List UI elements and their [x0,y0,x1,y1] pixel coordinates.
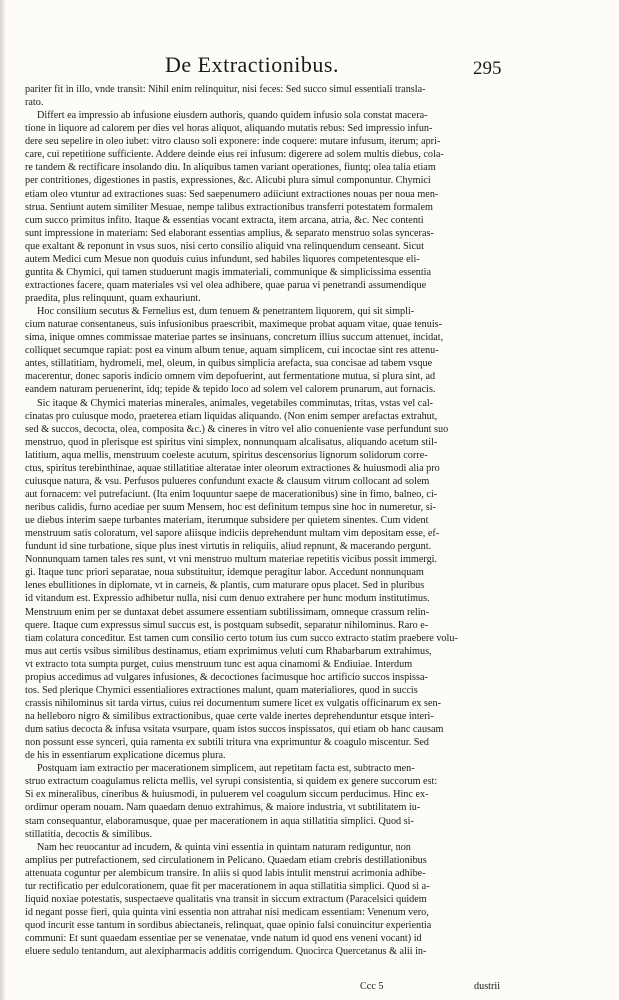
text-line: re tandem & rectificare insolando diu. In aliquibus tamen variant operationes, fiuntq; olea talia etiam [25,162,436,174]
text-line: communi: Et sunt quaedam essentiae per se venenatae, vnde natum id quod ens veneni vocant) id [25,933,422,945]
text-line: eandem naturam peruenerint, idq; tepide & tepido loco ad solem vel calorem prunarum, aut fornacis. [25,384,436,396]
text-line: stam consequantur, elaboramusque, quae per macerationem in aqua stillatitia simplici. Quod si- [25,815,414,827]
text-line: propius accedimus ad vulgares infusiones, & decoctiones facimusque hoc artificio succos inspissa- [25,671,428,683]
text-line: tos. Sed plerique Chymici essentialiores extractiones malunt, quam materialiores, quod in succis [25,684,418,696]
text-line: liquid noxiae potestatis, suspectaeve qualitatis vna transit in siccum extractum (Paracelsici quidem [25,893,427,905]
catchword: dustrii [474,981,501,992]
text-line: ordimur operam nouam. Nam quaedam denuo extrahimus, & maiore industria, vt subtilitatem iu- [25,802,421,814]
text-line: Nam hec reuocantur ad incudem, & quinta vini essentia in quintam naturam rediguntur, non [37,841,411,853]
text-line: Nonnunquam tamen tales res sunt, vt vni menstruo multum materiae repetitis vicibus possit immergi. [25,554,438,566]
text-line: Si ex mineralibus, cineribus & huiusmodi, in puluerem vel coagulum siccum perducimus. Hinc ex- [25,789,429,801]
text-line: que exaltant & reponunt in vsus suos, nisi certo consilio aliquid vna relinquendum censeant. Sicut [25,240,424,252]
text-line: neribus calidis, furno acediae per suum Mensem, hoc est definitum tempus sine hoc in numeretur, si- [25,502,436,513]
text-line: stillatitia, decoctis & similibus. [25,828,153,840]
text-line: dum satius decocta & infusa vsitata vsurpare, quam istos succos inspissatos, qui etiam ob hanc causam [25,724,444,736]
text-line: cinatas pro cuiusque modo, praeterea etiam liquidas aliquando. (Non enim semper arefactas extrahut, [25,410,438,422]
text-line: colliquet secumque rapiat: post ea vinum album tenue, aquam simplicem, cui incoctae sint res attenu- [25,345,439,357]
text-line: id vitandum est. Expressio adhibetur nulla, nisi cum denuo extrahere per hunc modum institutimus. [25,593,430,605]
text-line: mus aut certis vsibus similibus destinamus, etiam exprimimus veluti cum Rhabarbarum extrahimus, [25,645,432,657]
page-header [0,52,619,82]
text-line: tur rectificatio per edulcorationem, quae fit per macerationem in aqua stillatitia simplici. Quod si a- [25,880,430,892]
gutter-shadow [0,0,6,1000]
text-line: tione in liquore ad calorem per dies vel horas aliquot, aliquando mutatis rebus: Sed impressio infun- [25,123,433,135]
text-line: fundunt id sine turbatione, sique plus inest virtutis in reliquiis, aliud repnunt, & macerando pergunt. [25,541,432,553]
text-line: macerentur, donec saporis indicio omnem vim depofuerint, aut fermentatione mutua, si plura sint, ad [25,371,436,383]
text-line: ue diebus interim saepe turbantes materiam, iterumque subsidere per quietem sinentes. Cum vident [25,515,429,527]
text-line: na helleboro nigro & similibus extractionibus, quae certe valde inertes deprehenduntur etsque interi- [25,711,434,722]
running-title: De Extractionibus. [165,52,339,77]
text-line: non possunt esse synceri, quia ramenta ex subtili tritura vna exprimuntur & coagulo miscentur. Sed [25,737,430,749]
text-line: attenuata coguntur per alembicum transire. In aliis si quod labis intulit menstrui acrimonia adhibe- [25,867,426,879]
signature-mark: Ccc 5 [360,981,384,992]
text-line: crassis nihilominus sit tarda virtus, cuius rei documentum sumere licet ex vulgatis officinarum ex sen- [25,697,441,709]
body-text [25,83,525,958]
text-line: guntita & Chymici, qui tamen studuerunt magis immateriali, communique & simplicissima essentia [25,266,432,278]
text-line: cium naturae consentaneus, suis infusionibus praescribit, maximeque probat aquam vitae, quae tenuis- [25,319,443,331]
text-line: sed & succos, decocta, olea, composita &c.) & cineres in vitro vel alio conueniente vase perfundunt suo [25,423,449,435]
text-line: lenes ebullitiones in diplomate, vt in carneis, & plantis, cum maturare opus placet. Sed in pluribus [25,580,425,592]
text-line: antes, stillatitiam, hydromeli, mel, oleum, in quibus simplicia arefacta, sua concisae ad tabem vsque [25,358,433,370]
text-line: quod incurit esse tantum in sordibus abiectaneis, relinquat, quae opinio falsi conuincitur experientia [25,920,432,931]
text-line: gi. Itaque tunc priori separatae, noua substituitur, idemque peragitur labor. Accedunt nonnunquam [25,567,424,579]
page-number: 295 [473,58,502,79]
text-line: strua. Sentiunt autem similiter Mesuae, nempe talibus extractionibus transferri potestatem formalem [25,201,433,213]
text-line: Menstruum enim per se duntaxat debet assumere essentiam subtilissimam, omneque crassum relin- [25,606,430,618]
text-line: Differt ea impressio ab infusione eiusdem authoris, quando quidem infusio sola constat macera- [37,110,428,122]
text-line: praedita, plus relinquunt, quam exhauriunt. [25,293,201,304]
text-line: ctus, spiritus terebinthinae, aquae stillatitiae alteratae inter oleorum extractiones & huiusmodi alia pro [25,462,440,474]
text-line: quere. Itaque cum expressus simul succus est, is postquam subsedit, separatur nihilominus. Raro e- [25,619,429,631]
text-line: struo extractum coagulamus relicta mellis, vel syrupi consistentia, si quidem ex genere succorum est: [25,776,438,788]
text-line: menstruum satis coloratum, vel sapore aliisque indiciis deprehendunt multam vim depositam esse, ef- [25,528,440,540]
text-line: care, cui repetitione sufficiente. Addere deinde eius rei infusum: digerere ad solem multis diebus, cola- [25,149,444,161]
text-line: vt extracto tota sumpta purget, cuius menstruum tunc est aqua cinamomi & Endiuiae. Interdum [25,658,413,670]
text-line: cuiusque natura, & vsu. Perfusos pulueres confundunt exacte & clausum vitrum collocant ad solem [25,475,430,487]
text-line: rato. [25,97,44,109]
text-line: per contritiones, digestiones in pastis, expressiones, &c. Alicubi plura simul componuntur. Chymici [25,175,431,187]
text-line: tiam colatura conceditur. Est tamen cum consilio certo totum ius cum succo extracto statim praebere volu- [25,632,458,644]
page-footer [0,981,619,997]
text-line: de his in essentiarum explicatione dicemus plura. [25,750,226,762]
text-line: etiam oleo vtuntur ad extractiones suas: Sed saepenumero adiiciunt extractiones nouas per noua men- [25,188,439,200]
text-line: latitium, aqua mellis, menstruum coeleste acutum, spiritus descensorius lignorum solidorum corre- [25,449,428,461]
text-line: autem Medici cum Mesue non quoduis cuius infundunt, sed habiles liquores competentesque eli- [25,253,420,265]
text-line: menstruo, quod in plerisque est spiritus vini simplex, nonnunquam alcalisatus, aliquando acetum stil- [25,436,438,448]
text-line: Postquam iam extractio per macerationem simplicem, aut repetitam facta est, subtracto men- [37,763,415,775]
text-line: id negant posse fieri, quia quinta vini essentia non attrahat nisi medicam essentiam: Venenum vero, [25,906,429,918]
text-line: Hoc consilium secutus & Fernelius est, dum tenuem & penetrantem liquorem, qui sit simpli- [37,306,415,318]
text-line: pariter fit in illo, vnde transit: Nihil enim relinquitur, nisi feces: Sed succo simul essentiali transla- [25,84,426,95]
text-line: sima, inique omnes commissae materiae partes se insinuans, concretum illius succum attenuet, incidat, [25,332,444,344]
text-line: sunt impressione in materiam: Sed elaborant essentias amplius, & separato menstruo solas synceras- [25,227,434,239]
text-line: cum succo primitus infito. Itaque & essentias vocant extracta, item arcana, atria, &c. Nec contenti [25,214,424,226]
text-line: aut fornacem: vel putrefaciunt. (Ita enim loquuntur saepe de macerationibus) sine in fimo, balneo, ci- [25,488,438,500]
text-line: eluere sedulo tentandum, aut alexipharmacis additis corrigendum. Quocirca Quercetanus & alii in- [25,946,427,958]
text-line: amplius per putrefactionem, sed circulationem in Pelicano. Quaedam etiam crebris destillationibus [25,854,427,866]
text-line: Sic itaque & Chymici materias minerales, animales, vegetabiles comminutas, tritas, vstas vel cal- [37,397,434,409]
text-line: extractiones facere, quam materiales vsi vel olea adhibere, quae parua vi penetrandi assumendique [25,279,427,291]
text-line: dere seu sepelire in oleo iubet: vitro clauso soli exponere: inde coquere: mutare infusum, iterum; apri- [25,136,441,148]
